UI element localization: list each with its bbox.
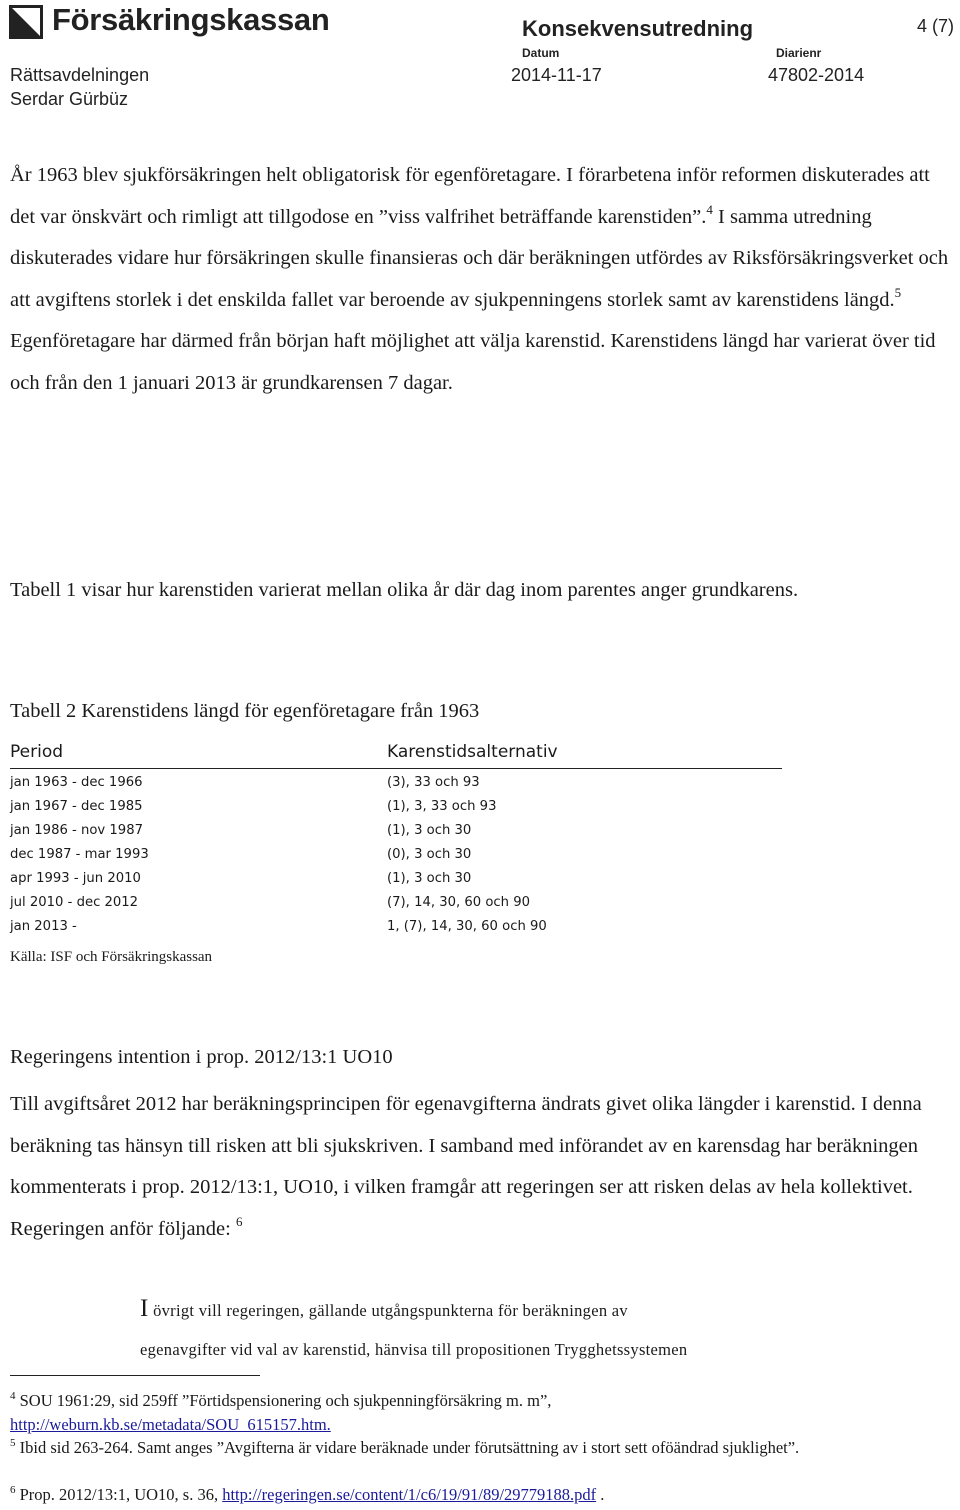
- table-header: [10, 740, 782, 769]
- footnote-text: SOU 1961:29, sid 259ff ”Förtidspensionering och sjukpenningförsäkring m. m”,: [15, 1391, 552, 1410]
- quote-initial: I: [140, 1295, 149, 1322]
- footnote-ref-6[interactable]: 6: [235, 1213, 243, 1229]
- section-heading: Regeringens intention i prop. 2012/13:1 UO10: [10, 1046, 393, 1068]
- logo-icon: [9, 5, 43, 39]
- table-row: [10, 793, 782, 817]
- table-source: Källa: ISF och Försäkringskassan: [10, 949, 213, 965]
- header-karenstid: Karenstidsalternativ: [387, 742, 558, 762]
- table-row: [10, 889, 782, 913]
- footnote-4: [10, 1389, 950, 1436]
- table-row: [10, 841, 782, 865]
- paragraph-text: Egenföretagare har därmed från början haft möjlighet att välja karenstid. Karenstidens längd har varierat över tid och från den 1 januari 2013 är grundkarensen 7 dagar.: [10, 330, 936, 394]
- cell-period: jan 2013 -: [10, 919, 77, 934]
- cell-period: dec 1987 - mar 1993: [10, 847, 149, 862]
- cell-alternative: 1, (7), 14, 30, 60 och 90: [387, 919, 547, 934]
- footnote-number: 6: [10, 1484, 16, 1496]
- date-value: 2014-11-17: [511, 65, 602, 85]
- footnote-number: 5: [10, 1437, 16, 1449]
- diarienr-value: 47802-2014: [768, 65, 865, 85]
- cell-alternative: (0), 3 och 30: [387, 847, 472, 862]
- footnote-4-link[interactable]: http://weburn.kb.se/metadata/SOU_615157.htm.: [10, 1414, 331, 1434]
- footnote-text: Ibid sid 263-264. Samt anges ”Avgifterna är vidare beräknade under förutsättning av i stort sett oföändrad sjuklighet”.: [15, 1438, 800, 1457]
- footnote-6: [10, 1483, 950, 1507]
- cell-alternative: (1), 3 och 30: [387, 823, 472, 838]
- cell-period: jan 1967 - dec 1985: [10, 799, 143, 814]
- quote-text: övrigt vill regeringen, gällande utgångspunkterna för beräkningen av: [148, 1301, 628, 1320]
- cell-alternative: (3), 33 och 93: [387, 775, 480, 790]
- cell-alternative: (1), 3 och 30: [387, 871, 472, 886]
- footnote-ref-5[interactable]: 5: [894, 284, 902, 300]
- cell-period: jan 1986 - nov 1987: [10, 823, 143, 838]
- footnote-divider: [10, 1375, 260, 1376]
- paragraph-table-intro: Tabell 1 visar hur karenstiden varierat mellan olika år där dag inom parentes anger grundkarens.: [10, 579, 799, 601]
- cell-alternative: (1), 3, 33 och 93: [387, 799, 497, 814]
- paragraph-intro: [10, 155, 950, 405]
- quote-line-2: egenavgifter vid val av karenstid, hänvisa till propositionen Trygghetssystemen: [140, 1340, 688, 1359]
- table-row: [10, 817, 782, 841]
- footnote-text: Prop. 2012/13:1, UO10, s. 36,: [15, 1485, 223, 1504]
- paragraph-text: År 1963 blev sjukförsäkringen helt obligatorisk för egenföretagare. I förarbetena inför reformen diskuterades att det var önskvärt och rimligt att tillgodose en ”viss valfrihet beträffande karenstiden”.: [10, 164, 930, 228]
- page-number: 4 (7): [916, 16, 954, 36]
- karenstid-table: [10, 740, 782, 937]
- diarienr-label: Diarienr: [776, 46, 822, 60]
- cell-period: jul 2010 - dec 2012: [10, 895, 139, 910]
- table-caption: Tabell 2 Karenstidens längd för egenföretagare från 1963: [10, 700, 480, 722]
- section-body: [10, 1084, 950, 1250]
- quote-line-1: [140, 1295, 940, 1323]
- table-row: [10, 769, 782, 793]
- table-row: [10, 865, 782, 889]
- department: Rättsavdelningen: [10, 65, 150, 85]
- section-text: Till avgiftsåret 2012 har beräkningsprincipen för egenavgifterna ändrats givet olika längder i karenstid. I denna beräkning tas hänsyn till risken att bli sjukskriven. I samband med införandet av en karensdag har beräkningen kommenterats i prop. 2012/13:1, UO10, i vilken framgår att regeringen ser att risken delas av hela kollektivet. Regeringen anför följande:: [10, 1093, 922, 1240]
- footnote-ref-4[interactable]: 4: [706, 201, 713, 217]
- author: Serdar Gürbüz: [10, 89, 129, 109]
- cell-period: jan 1963 - dec 1966: [10, 775, 143, 790]
- footnote-6-link[interactable]: http://regeringen.se/content/1/c6/19/91/89/29779188.pdf: [222, 1485, 597, 1504]
- cell-period: apr 1993 - jun 2010: [10, 871, 141, 886]
- footnote-tail: .: [596, 1485, 605, 1504]
- table-row: [10, 913, 782, 937]
- date-label: Datum: [522, 46, 560, 60]
- paragraph-text: I samma utredning diskuterades vidare hur försäkringen skulle finansieras och där beräkningen utfördes av Riksförsäkringsverket och att avgiftens storlek i det enskilda fallet var beroende av sjukpenningens storlek samt av karenstidens längd.: [10, 205, 949, 311]
- document-title: Konsekvensutredning: [522, 16, 754, 41]
- logo-text: Försäkringskassan: [52, 2, 330, 37]
- footnote-5: [10, 1436, 950, 1460]
- footnote-number: 4: [10, 1390, 16, 1402]
- header-period: Period: [10, 742, 64, 762]
- cell-alternative: (7), 14, 30, 60 och 90: [387, 895, 531, 910]
